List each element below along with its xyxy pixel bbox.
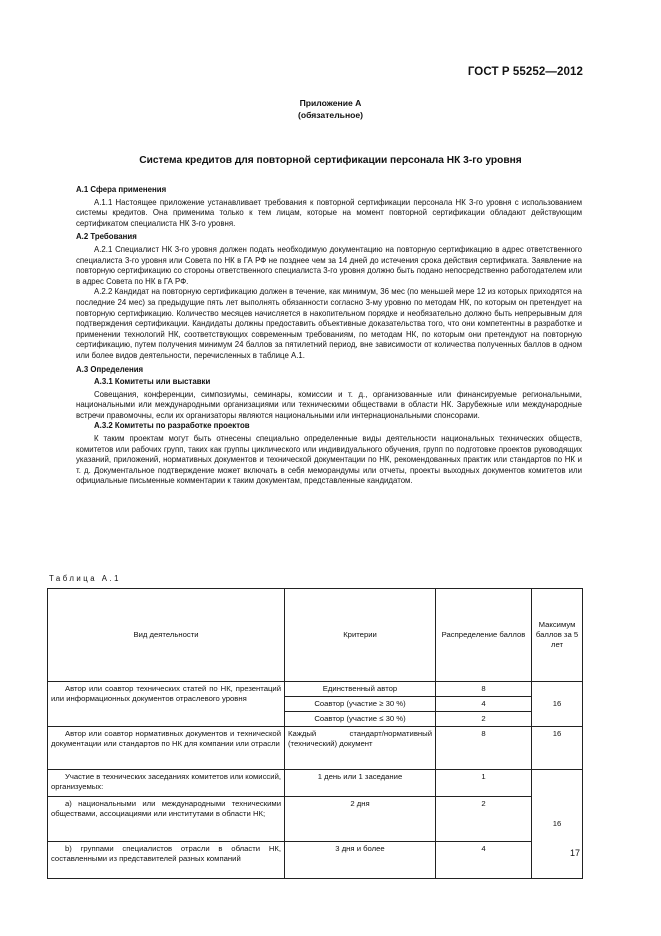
annex-status: (обязательное) <box>297 110 364 120</box>
row1-max: 16 <box>532 682 583 727</box>
section-a3-1-heading: А.3.1 Комитеты или выставки <box>94 377 211 387</box>
header-max: Максимум баллов за 5 лет <box>532 589 583 682</box>
row1-points-2: 4 <box>436 697 532 712</box>
row3-criteria-b: 3 дня и более <box>285 842 436 879</box>
row2-activity: Автор или соавтор нормативных документов и технической документации или стандартов по НК для компании или отрасли <box>48 727 285 770</box>
table-row <box>48 842 583 879</box>
section-a3-2-heading: А.3.2 Комитеты по разработке проектов <box>94 421 250 431</box>
row1-criteria-3: Соавтор (участие ≤ 30 %) <box>285 712 436 727</box>
row2-max: 16 <box>532 727 583 770</box>
row1-points-3: 2 <box>436 712 532 727</box>
main-title: Система кредитов для повторной сертификации персонала НК 3-го уровня <box>139 155 522 166</box>
table-row <box>48 682 583 697</box>
header-activity: Вид деятельности <box>48 589 285 682</box>
section-a3-heading: А.3 Определения <box>76 364 144 374</box>
standard-number: ГОСТ Р 55252—2012 <box>467 66 583 78</box>
table-row <box>48 727 583 770</box>
row3-activity-intro: Участие в технических заседаниях комитетов или комиссий, организуемых: <box>48 770 285 797</box>
section-a2-heading: А.2 Требования <box>76 232 137 242</box>
table-header-row <box>48 589 583 682</box>
row3-criteria-a: 2 дня <box>285 797 436 842</box>
annex-heading <box>0 97 661 121</box>
document-body <box>76 182 582 487</box>
row3-activity-a: а) национальными или международными техническими обществами, ассоциациями или институтами в области НК; <box>48 797 285 842</box>
header-criteria: Критерии <box>285 589 436 682</box>
credits-table <box>47 588 583 879</box>
page-number: 17 <box>569 848 580 858</box>
row1-points-1: 8 <box>436 682 532 697</box>
row3-activity-b: b) группами специалистов отрасли в области НК, составленными из представителей разных компаний <box>48 842 285 879</box>
row1-activity: Автор или соавтор технических статей по НК, презентаций или информационных документов отраслевого уровня <box>48 682 285 727</box>
row3-criteria-intro: 1 день или 1 заседание <box>285 770 436 797</box>
section-a1-heading: А.1 Сфера применения <box>76 185 167 194</box>
header-distribution: Распределение баллов <box>436 589 532 682</box>
row3-points-b: 4 <box>436 842 532 879</box>
row2-criteria: Каждый стандарт/нормативный (технический) документ <box>285 727 436 770</box>
row1-criteria-2: Соавтор (участие ≥ 30 %) <box>285 697 436 712</box>
row3-points-a: 2 <box>436 797 532 842</box>
paragraph-a3-1: Совещания, конференции, симпозиумы, семинары, комиссии и т. д., организованные или финансируемые региональными, национальными или международными организациями или техническими обществами в области НК. Зарубежные или международные встречи правомочны, если их организаторы являются национальными или интернациональными спонсорами. <box>76 389 582 420</box>
paragraph-a2-1: А.2.1 Специалист НК 3-го уровня должен подать необходимую документацию на повторную сертификацию в адрес ответственного специалиста 3-го уровня или Совета по НК в ГА РФ не позднее чем за 14 дней до истечения срока действия сертификата. Заявление на повторную сертификацию со стороны ответственного специалиста 3-го уровня должно быть подано непосредственно работодателем или в адрес Совета по НК в ГА РФ. <box>76 244 582 286</box>
paragraph-a1-1: А.1.1 Настоящее приложение устанавливает требования к повторной сертификации персонала НК 3-го уровня с использованием системы кредитов. Она применима только к тем лицам, которые на момент повторной сертификации обладают действующим сертификатом специалиста НК 3-го уровня. <box>76 197 582 228</box>
annex-title: Приложение А <box>299 98 362 108</box>
paragraph-a2-2: А.2.2 Кандидат на повторную сертификацию должен в течение, как минимум, 36 мес (по меньшей мере 12 из которых приходятся на последние 24 мес) за предыдущие пять лет выполнять обязанности согласно 3-му уровню по методам НК, по которым он претендует на повторную сертификацию. Количество месяцев начисляется в накопительном порядке и необязательно должно быть непрерывным для подтверждения сертификации. Кандидаты должны предоставить объективные доказательства того, что они компетентны в разработке и применении технологий НК, соответствующих современным требованиям, по методам НК, по которым они претендуют на повторную сертификацию, путем получения минимум 24 баллов за пятилетний период, вне зависимости от количества полученных баллов в одном или более видов деятельности, перечисленных в таблице А.1. <box>76 287 582 360</box>
row2-points: 8 <box>436 727 532 770</box>
paragraph-a3-2: К таким проектам могут быть отнесены специально определенные виды деятельности национальных технических обществ, комитетов или рабочих групп, таких как группы циклического или индивидуального обучения, групп по подготовке проектов руководящих указаний, приложений, нормативных документов и технической документации по НК, рекомендованных практик или стандартов по НК и т. д. Документальное подтверждение может включать в себя меморандумы или отчеты, проекты выходных документов комитетов или официальные письменные комментарии к таким документам, представленные кандидатом. <box>76 434 582 486</box>
table-row <box>48 770 583 797</box>
table-caption: Таблица А.1 <box>49 574 121 583</box>
row3-points-intro: 1 <box>436 770 532 797</box>
row1-criteria-1: Единственный автор <box>285 682 436 697</box>
table-row <box>48 797 583 842</box>
row3-max: 16 <box>532 770 583 879</box>
